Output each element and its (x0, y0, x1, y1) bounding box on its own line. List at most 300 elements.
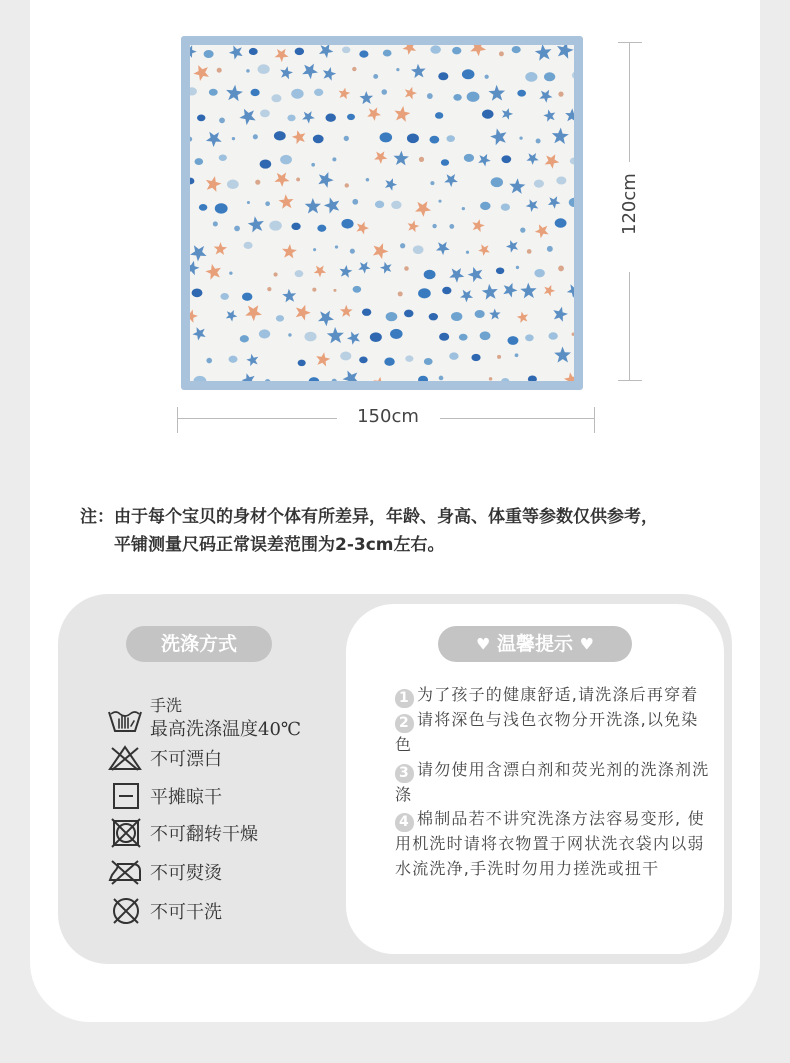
seashell-shape (295, 270, 304, 277)
starfish-shape (324, 197, 340, 213)
seashell-shape (240, 335, 249, 342)
starfish-shape (343, 371, 359, 382)
starfish-shape (520, 283, 536, 299)
starfish-shape (314, 266, 326, 278)
starfish-shape (214, 242, 227, 255)
seashell-shape (190, 178, 194, 185)
note-line-1: 注：由于每个宝贝的身材个体有所差异，年龄、身高、体重等参数仅供参考， (80, 507, 658, 527)
pebble-dot (396, 68, 399, 71)
pebble-dot (430, 181, 434, 185)
seashell-shape (451, 312, 462, 321)
starfish-shape (282, 289, 296, 303)
height-label: 120cm (619, 173, 640, 235)
seashell-shape (204, 50, 214, 58)
care-item-no-iron (106, 858, 222, 886)
pebble-dot (273, 272, 277, 276)
seashell-shape (375, 201, 384, 208)
seashell-shape (362, 308, 371, 315)
seashell-shape (197, 115, 205, 122)
starfish-shape (567, 284, 574, 298)
starfish-shape (470, 45, 486, 56)
seashell-shape (452, 47, 461, 54)
pebble-dot (485, 75, 489, 79)
dry-flat-icon (106, 782, 144, 810)
starfish-shape (205, 264, 221, 280)
starfish-shape (548, 196, 561, 208)
pebble-dot (253, 134, 258, 139)
care-item-no-dry-clean (106, 896, 222, 926)
seashell-shape (555, 218, 567, 227)
starfish-shape (517, 312, 528, 324)
height-dimension-line (629, 42, 630, 162)
starfish-shape (444, 174, 458, 187)
starfish-shape (292, 130, 306, 144)
seashell-shape (309, 377, 320, 381)
seashell-shape (220, 293, 229, 300)
tips-list (395, 683, 715, 881)
hand-wash-icon (106, 704, 144, 734)
starfish-shape (316, 352, 330, 366)
pebble-dot (432, 224, 436, 228)
starfish-shape (279, 194, 294, 209)
pebble-dot (516, 266, 519, 269)
pebble-dot (213, 221, 218, 226)
tip-text: 请勿使用含漂白剂和荧光剂的洗涤剂洗涤 (395, 759, 710, 804)
seashell-shape (507, 336, 518, 345)
width-dimension-cap (177, 407, 178, 433)
heart-icon: ♥ (476, 634, 491, 654)
starfish-shape (468, 267, 483, 282)
starfish-shape (190, 310, 198, 323)
no-bleach-label: 不可漂白 (150, 749, 222, 770)
starfish-shape (472, 219, 485, 232)
pebble-dot (333, 289, 336, 292)
pebble-dot (229, 271, 232, 274)
seashell-shape (274, 131, 286, 140)
seashell-shape (471, 354, 480, 361)
starfish-shape (229, 45, 243, 59)
pebble-dot (438, 200, 441, 203)
seashell-shape (441, 159, 449, 166)
seashell-shape (442, 287, 451, 294)
starfish-shape (323, 67, 336, 81)
starfish-shape (490, 128, 506, 145)
tip-number-badge: 2 (395, 714, 414, 733)
seashell-shape (430, 45, 440, 53)
pebble-dot (332, 379, 337, 381)
seashell-star-pattern (190, 45, 574, 381)
tip-text: 为了孩子的健康舒适,请洗涤后再穿着 (417, 685, 699, 704)
no-tumble-dry-label: 不可翻转干燥 (150, 824, 258, 845)
tip-text: 请将深色与浅色衣物分开洗涤,以免染色 (395, 710, 699, 754)
pebble-dot (419, 157, 424, 162)
seashell-shape (447, 135, 455, 142)
seashell-shape (295, 48, 304, 56)
tip-item (395, 758, 715, 808)
pebble-dot (232, 137, 235, 140)
starfish-shape (403, 45, 417, 55)
starfish-shape (503, 283, 517, 298)
seashell-shape (480, 202, 490, 210)
seashell-shape (439, 333, 449, 341)
starfish-shape (543, 110, 555, 122)
seashell-shape (209, 89, 218, 96)
starfish-shape (190, 261, 200, 275)
tip-item (395, 807, 715, 881)
seashell-shape (459, 334, 468, 341)
pebble-dot (332, 157, 336, 161)
starfish-shape (239, 109, 255, 125)
pebble-dot (572, 333, 574, 336)
starfish-shape (564, 372, 574, 381)
starfish-shape (544, 285, 555, 297)
seashell-shape (359, 50, 368, 57)
seashell-shape (438, 72, 448, 80)
seashell-shape (424, 270, 436, 279)
pebble-dot (255, 180, 260, 185)
seashell-shape (429, 313, 438, 320)
seashell-shape (501, 155, 511, 163)
no-bleach-icon (106, 745, 144, 771)
pebble-dot (350, 249, 355, 254)
pebble-dot (558, 266, 564, 272)
seashell-shape (260, 159, 272, 168)
pebble-dot (381, 89, 387, 95)
seashell-shape (534, 180, 544, 188)
pebble-dot (344, 136, 349, 141)
seashell-shape (482, 110, 494, 119)
seashell-shape (383, 50, 392, 57)
seashell-shape (260, 110, 270, 118)
width-dimension-cap (594, 407, 595, 433)
pebble-dot (352, 67, 356, 71)
starfish-shape (340, 305, 353, 317)
starfish-shape (415, 201, 431, 217)
seashell-shape (418, 288, 431, 298)
care-item-hand-wash (106, 696, 301, 742)
seashell-shape (424, 358, 433, 365)
seashell-shape (464, 154, 474, 162)
pebble-dot (265, 379, 271, 381)
starfish-shape (488, 85, 505, 101)
tip-text: 棉制品若不讲究洗涤方法容易变形, 使用机洗时请将衣物置于网状洗衣袋内以弱水流洗净,手洗时勿用力搓洗或扭干 (395, 809, 705, 878)
starfish-shape (539, 90, 552, 103)
seashell-shape (404, 310, 413, 318)
starfish-shape (489, 309, 501, 320)
pebble-dot (527, 249, 532, 254)
seashell-shape (298, 360, 306, 366)
seashell-shape (453, 94, 461, 101)
pebble-dot (462, 207, 465, 210)
pebble-dot (404, 266, 409, 271)
seashell-shape (314, 89, 323, 96)
seashell-shape (258, 64, 270, 74)
starfish-shape (380, 262, 392, 274)
pebble-dot (497, 355, 501, 359)
seashell-shape (192, 288, 203, 297)
seashell-shape (271, 94, 281, 102)
starfish-shape (327, 327, 344, 343)
seashell-shape (517, 90, 526, 97)
starfish-shape (535, 45, 552, 61)
starfish-shape (192, 327, 205, 340)
seashell-shape (462, 69, 475, 79)
seashell-shape (340, 352, 351, 361)
starfish-shape (358, 262, 370, 274)
starfish-shape (478, 244, 490, 256)
seashell-shape (190, 87, 197, 95)
seashell-shape (227, 180, 239, 189)
pebble-dot (427, 93, 433, 99)
starfish-shape (360, 91, 374, 104)
starfish-shape (482, 284, 498, 300)
starfish-shape (373, 243, 389, 259)
starfish-shape (305, 198, 321, 214)
starfish-shape (374, 377, 386, 381)
starfish-shape (190, 45, 197, 58)
seashell-shape (390, 329, 403, 339)
pebble-dot (366, 178, 369, 181)
starfish-shape (319, 45, 333, 58)
seashell-shape (384, 358, 394, 366)
pebble-dot (234, 226, 240, 232)
seashell-shape (449, 352, 458, 360)
seashell-shape (570, 158, 574, 165)
pebble-dot (373, 74, 378, 79)
seashell-shape (313, 135, 324, 144)
seashell-shape (325, 114, 335, 122)
height-dimension-cap (618, 42, 642, 43)
pebble-dot (312, 288, 316, 292)
seashell-shape (407, 134, 419, 144)
starfish-shape (526, 199, 539, 212)
seashell-shape (430, 136, 440, 144)
seashell-shape (405, 355, 413, 361)
seashell-shape (276, 315, 284, 322)
pebble-dot (515, 353, 519, 357)
no-iron-label: 不可熨烫 (150, 863, 222, 884)
no-iron-icon (106, 858, 144, 886)
seashell-shape (199, 204, 207, 211)
pebble-dot (267, 287, 271, 291)
blanket-pattern (190, 45, 574, 381)
pebble-dot (265, 201, 270, 206)
pebble-dot (489, 377, 492, 380)
seashell-shape (512, 46, 521, 53)
seashell-shape (525, 72, 537, 82)
width-dimension-line (440, 418, 595, 419)
seashell-shape (353, 286, 362, 293)
starfish-shape (509, 178, 525, 194)
seashell-shape (287, 115, 295, 122)
starfish-shape (565, 108, 574, 121)
pebble-dot (217, 68, 222, 73)
pebble-dot (520, 227, 525, 232)
starfish-shape (374, 151, 387, 164)
seashell-shape (569, 198, 574, 207)
starfish-shape (318, 172, 333, 188)
pebble-dot (296, 178, 300, 182)
starfish-shape (545, 154, 560, 169)
care-item-no-tumble-dry (106, 818, 258, 848)
seashell-shape (370, 332, 382, 342)
seashell-shape (215, 203, 228, 213)
seashell-shape (534, 269, 544, 277)
starfish-shape (296, 305, 311, 321)
seashell-shape (435, 112, 443, 119)
starfish-shape (460, 290, 473, 303)
pebble-dot (449, 224, 454, 229)
seashell-shape (467, 92, 480, 102)
seashell-shape (391, 201, 401, 209)
tip-item (395, 708, 715, 758)
pebble-dot (519, 137, 522, 140)
pebble-dot (558, 92, 563, 97)
pebble-dot (313, 248, 316, 251)
pebble-dot (499, 51, 504, 56)
seashell-shape (491, 177, 503, 187)
seashell-shape (418, 376, 428, 381)
starfish-shape (226, 310, 238, 322)
starfish-shape (526, 153, 538, 165)
seashell-shape (342, 46, 350, 53)
starfish-shape (245, 305, 262, 321)
height-dimension-line (629, 272, 630, 381)
starfish-shape (248, 216, 264, 232)
seashell-shape (304, 332, 316, 342)
starfish-shape (535, 224, 549, 238)
pebble-dot (352, 199, 358, 205)
no-dry-clean-icon (106, 896, 144, 926)
starfish-shape (246, 354, 258, 366)
seashell-shape (251, 89, 260, 96)
pebble-dot (247, 201, 250, 204)
starfish-shape (275, 49, 289, 62)
seashell-shape (544, 72, 555, 81)
starfish-shape (436, 242, 450, 255)
seashell-shape (269, 221, 282, 231)
starfish-shape (190, 245, 207, 261)
seashell-shape (480, 331, 491, 340)
starfish-shape (385, 178, 397, 191)
starfish-shape (206, 176, 222, 192)
starfish-shape (339, 88, 351, 100)
tips-title-pill (438, 626, 632, 662)
seashell-shape (413, 245, 424, 254)
starfish-shape (347, 332, 360, 345)
seashell-shape (317, 225, 326, 232)
height-dimension-cap (618, 380, 642, 381)
note-line-2: 平铺测量尺码正常误差范围为2-3cm左右。 (114, 535, 445, 555)
seashell-shape (548, 332, 557, 339)
starfish-shape (274, 172, 289, 187)
seashell-shape (194, 376, 207, 381)
starfish-shape (340, 265, 353, 278)
starfish-shape (367, 107, 381, 121)
starfish-shape (302, 64, 318, 80)
tip-number-badge: 3 (395, 764, 414, 783)
starfish-shape (478, 154, 491, 167)
dry-flat-label: 平摊晾干 (150, 787, 222, 808)
seashell-shape (195, 158, 204, 165)
seashell-shape (347, 114, 355, 120)
seashell-shape (291, 223, 300, 230)
pebble-dot (190, 137, 192, 142)
starfish-shape (357, 222, 370, 235)
tip-number-badge: 4 (395, 813, 414, 832)
seashell-shape (556, 176, 566, 184)
care-item-no-bleach (106, 745, 222, 771)
seashell-shape (359, 356, 368, 363)
starfish-shape (408, 220, 420, 232)
tip-item (395, 683, 715, 708)
starfish-shape (318, 311, 334, 327)
seashell-shape (386, 312, 398, 321)
seashell-shape (229, 356, 238, 363)
pebble-dot (335, 245, 338, 248)
tips-title: 温馨提示 (496, 633, 573, 655)
pebble-dot (547, 246, 553, 252)
pebble-dot (219, 117, 225, 123)
heart-icon: ♥ (579, 634, 594, 654)
seashell-shape (244, 242, 253, 249)
seashell-shape (528, 375, 537, 381)
starfish-shape (394, 106, 410, 122)
pebble-dot (439, 376, 444, 381)
no-tumble-dry-icon (106, 818, 144, 848)
pebble-dot (246, 69, 250, 73)
seashell-shape (291, 89, 303, 99)
pebble-dot (536, 138, 541, 143)
seashell-shape (242, 293, 252, 301)
starfish-shape (502, 108, 513, 120)
tip-number-badge: 1 (395, 689, 414, 708)
size-note (80, 503, 760, 559)
starfish-shape (557, 45, 574, 59)
seashell-shape (280, 155, 292, 164)
seashell-shape (525, 334, 534, 341)
width-label: 150cm (357, 406, 419, 427)
starfish-shape (552, 128, 569, 145)
starfish-shape (206, 132, 222, 147)
starfish-shape (553, 307, 568, 322)
starfish-shape (506, 240, 518, 253)
pebble-dot (345, 183, 349, 187)
starfish-shape (302, 111, 315, 124)
seashell-shape (259, 329, 270, 338)
starfish-shape (242, 373, 255, 381)
washing-title: 洗涤方式 (126, 626, 272, 662)
seashell-shape (501, 378, 509, 381)
hand-wash-label: 手洗 (150, 696, 183, 715)
starfish-shape (554, 347, 571, 363)
seashell-shape (501, 203, 510, 210)
seashell-shape (475, 310, 485, 318)
pebble-dot (400, 243, 405, 248)
max-temperature-label: 最高洗涤温度40℃ (150, 719, 302, 740)
starfish-shape (226, 85, 243, 102)
starfish-shape (405, 87, 417, 100)
seashell-shape (496, 267, 504, 274)
care-item-dry-flat (106, 782, 222, 810)
starfish-shape (193, 65, 209, 81)
seashell-shape (341, 219, 353, 229)
pebble-dot (398, 291, 403, 296)
pebble-dot (206, 358, 212, 364)
blanket-image (181, 36, 583, 390)
pebble-dot (311, 163, 315, 167)
no-dry-clean-label: 不可干洗 (150, 902, 222, 923)
